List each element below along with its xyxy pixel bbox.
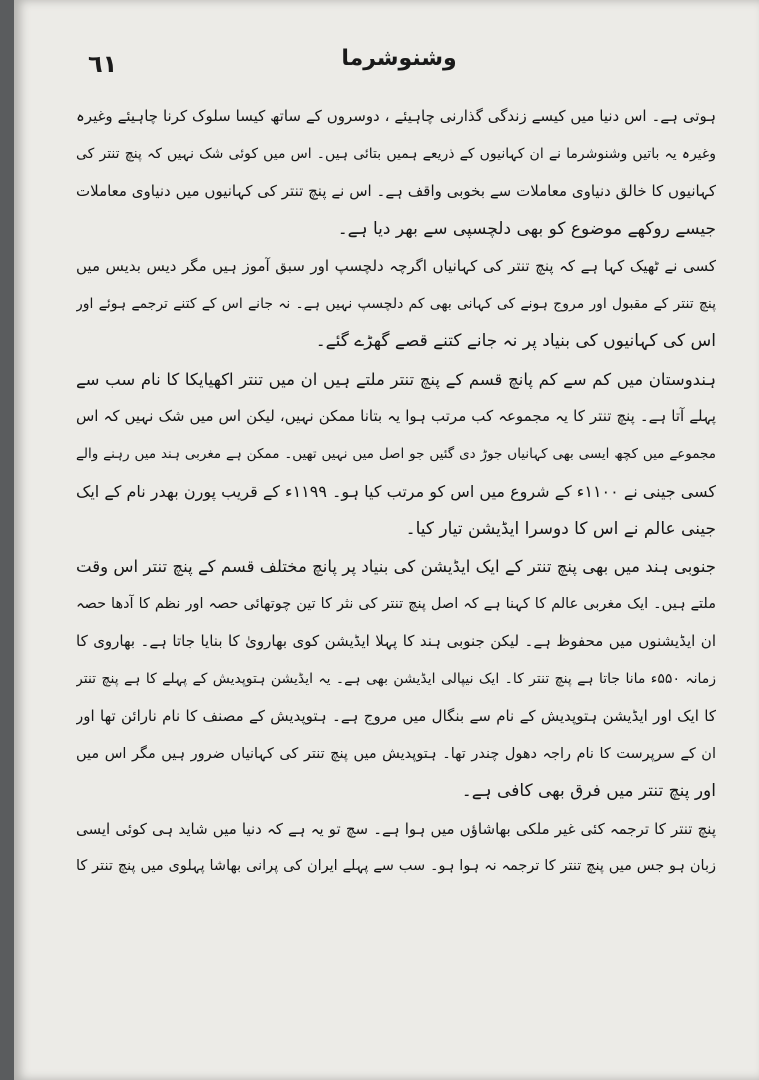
text-line: وغیرہ یہ باتیں وشنوشرما نے ان کہانیوں کے ذریعے ہمیں بتائی ہیں۔ اس میں کوئی شک نہیں کہ پنچ تنتر کی <box>76 145 716 162</box>
running-title: وشنوشرما <box>341 46 457 71</box>
paragraph <box>76 98 716 248</box>
page-number: ٦١ <box>88 50 118 78</box>
text-line: مجموعے میں کچھ ایسی بھی کہانیاں جوڑ دی گئیں جو اصل میں نہیں تھیں۔ ممکن ہے مغربی ہند میں رہنے والے <box>76 445 716 462</box>
text-line: ہندوستان میں کم سے کم پانچ قسم کے پنچ تنتر ملتے ہیں ان میں تنتر اکھیایکا کا نام سب سے <box>76 369 716 389</box>
text-line: ہوتی ہے۔ اس دنیا میں کیسے زندگی گذارنی چاہیئے ، دوسروں کے ساتھ کیسا سلوک کرنا چاہیئے وغیرہ <box>76 107 716 125</box>
text-line: زمانہ ۵۵۰ء مانا جاتا ہے پنچ تنتر کا۔ ایک نیپالی ایڈیشن بھی ہے۔ یہ ایڈیشن ہتوپدیش کے پہلے کا ہے پنچ تنتر <box>76 670 716 687</box>
text-line: ان کے سرپرست کا نام راجہ دھول چندر تھا۔ ہتوپدیش میں پنچ تنتر کی کہانیاں ضرور ہیں مگر اس میں <box>76 745 716 762</box>
text-line: کسی جینی نے ۱۱۰۰ء کے شروع میں اس کو مرتب کیا ہو۔ ۱۱۹۹ء کے قریب پورن بھدر نام کے ایک <box>76 482 716 501</box>
text-line: ان ایڈیشنوں میں محفوظ ہے۔ لیکن جنوبی ہند کا پہلا ایڈیشن کوی بھارویٰ کا بنایا جاتا ہے۔ بھاروی کا <box>76 632 716 650</box>
text-line: اور پنچ تنتر میں فرق بھی کافی ہے۔ <box>461 781 716 801</box>
text-line: جنوبی ہند میں بھی پنچ تنتر کے ایک ایڈیشن کی بنیاد پر پانچ مختلف قسم کے پنچ تنتر اس وقت <box>76 557 716 576</box>
text-line: زبان ہو جس میں پنچ تنتر کا ترجمہ نہ ہوا ہو۔ سب سے پہلے ایران کی پرانی بھاشا پہلوی میں پنچ تنتر کا <box>76 858 716 874</box>
paragraph <box>76 811 716 886</box>
text-line: جینی عالم نے اس کا دوسرا ایڈیشن تیار کیا۔ <box>405 518 716 539</box>
text-line: کا ایک اور ایڈیشن ہتوپدیش کے نام سے بنگال میں مروج ہے۔ ہتوپدیش کے مصنف کا نام نارائن تھا اور <box>76 707 716 725</box>
text-line: پنچ تنتر کا ترجمہ کئی غیر ملکی بھاشاؤں میں ہوا ہے۔ سچ تو یہ ہے کہ دنیا میں شاید ہی کوئی ایسی <box>76 819 716 838</box>
text-line: ملتے ہیں۔ ایک مغربی عالم کا کہنا ہے کہ اصل پنچ تنتر کی نثر کا تین چوتھائی حصہ اور نظم کا آدھا حصہ <box>76 595 716 612</box>
paragraph <box>76 248 716 361</box>
book-page <box>14 0 759 1080</box>
paragraph <box>76 361 716 549</box>
text-line: اس کی کہانیوں کی بنیاد پر نہ جانے کتنے قصے گھڑے گئے۔ <box>315 331 716 351</box>
text-line: کہانیوں کا خالق دنیاوی معاملات سے بخوبی واقف ہے۔ اس نے پنچ تنتر کی کہانیوں میں دنیاوی معاملات <box>76 182 716 200</box>
text-line: پنچ تنتر کے مقبول اور مروج ہونے کی کہانی بھی کم دلچسپ نہیں ہے۔ نہ جانے اس کے کتنے ترجمے ہوئے اور <box>76 295 716 312</box>
text-line: جیسے روکھے موضوع کو بھی دلچسپی سے بھر دیا ہے۔ <box>337 218 716 239</box>
text-line: پہلے آتا ہے۔ پنچ تنتر کا یہ مجموعہ کب مرتب ہوا یہ بتانا ممکن نہیں، لیکن اس میں شک نہیں کہ اس <box>76 407 716 425</box>
text-line: کسی نے ٹھیک کہا ہے کہ پنچ تنتر کی کہانیاں اگرچہ دلچسپ اور سبق آموز ہیں مگر دیس بدیس میں <box>76 257 716 275</box>
body-text <box>76 98 716 886</box>
paragraph <box>76 548 716 811</box>
